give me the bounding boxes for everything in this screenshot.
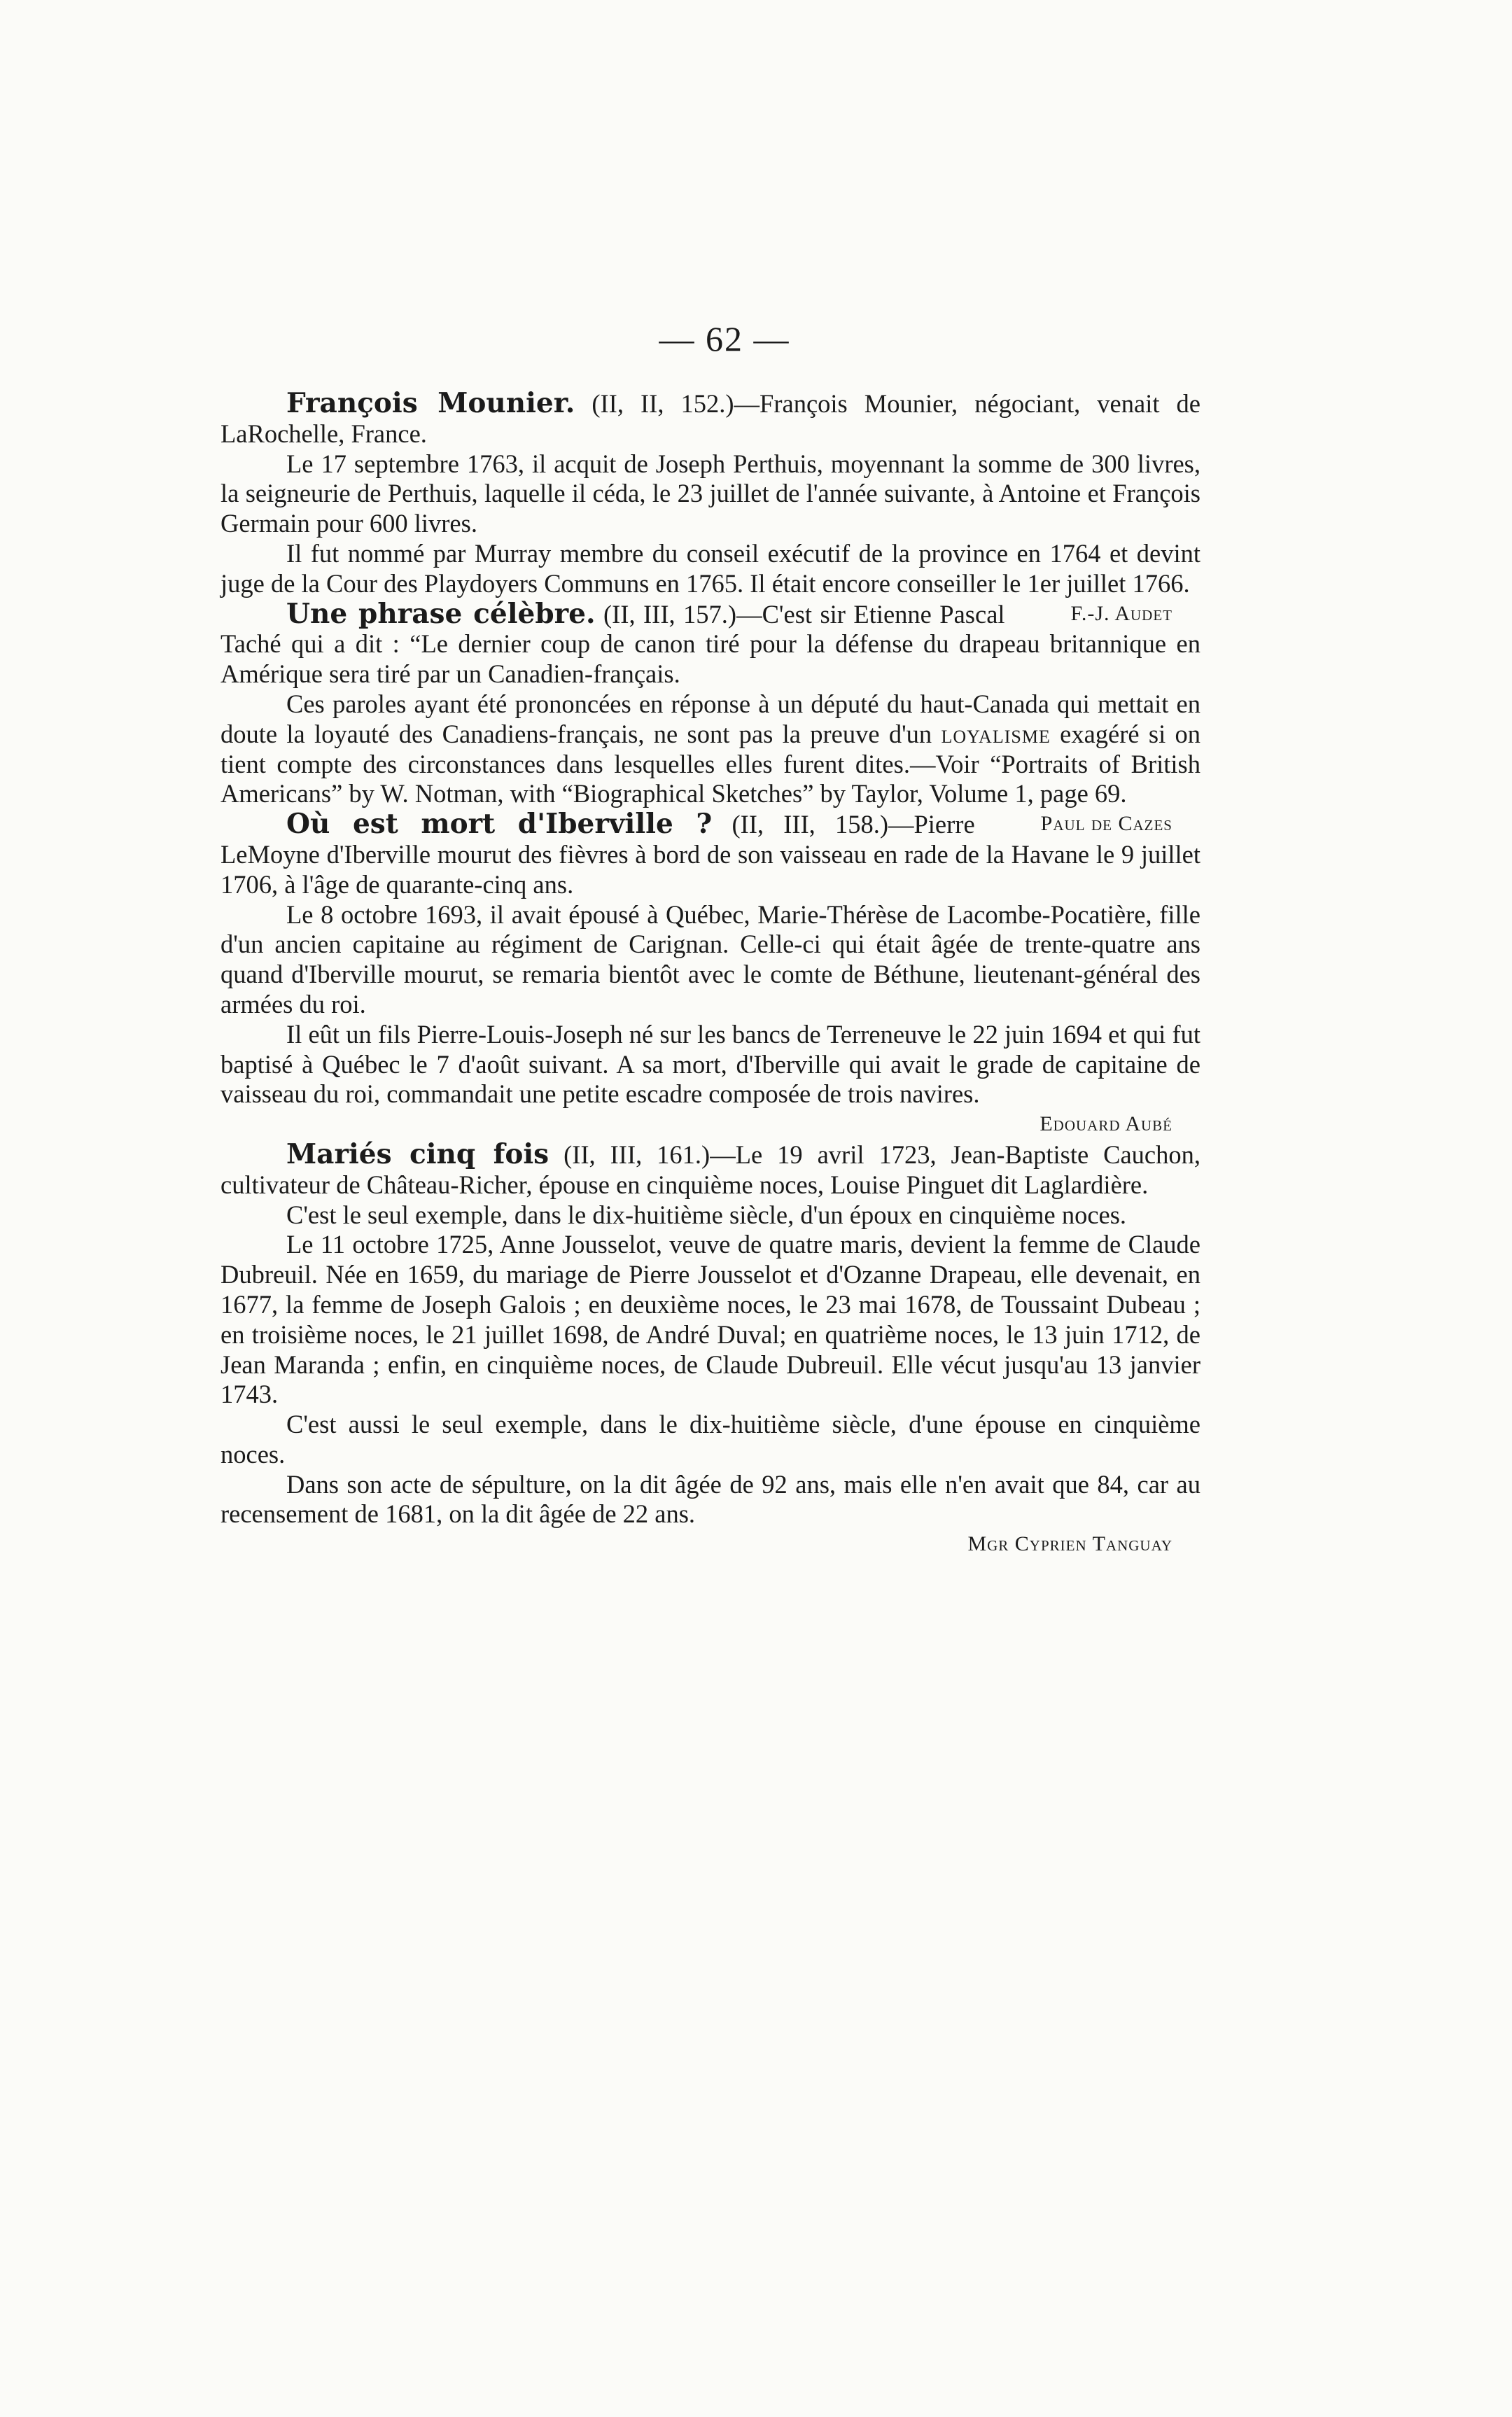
author-signature: Edouard Aubé — [1040, 1112, 1172, 1136]
paragraph: Dans son acte de sépulture, on la dit âgée de 92 ans, mais elle n'en avait que 84, car au recensement de 1681, on la dit âgée de 22 ans. — [220, 1469, 1200, 1529]
paragraph-text: (II, III, 161.)—Le 19 avril 1723, Jean-Baptiste Cauchon, cultivateur de Château-Richer, épouse en cinquième noces, Louise Pinguet dit Laglardière. — [220, 1140, 1200, 1199]
paragraph: C'est le seul exemple, dans le dix-huitième siècle, d'un époux en cinquième noces. — [286, 1200, 1127, 1229]
entry-heading: François Mounier. — [286, 387, 575, 419]
document-page — [220, 318, 1200, 1560]
paragraph: Le 17 septembre 1763, il acquit de Joseph Perthuis, moyennant la somme de 300 livres, la seigneurie de Perthuis, laquelle il céda, le 23 juillet de l'année suivante, à Antoine et François Germain pour 600 livres. — [220, 449, 1200, 538]
author-signature: Paul de Cazes — [1040, 812, 1172, 836]
paragraph-text: Ces paroles ayant été prononcées en réponse à un député du haut-Canada qui mettait en doute la loyauté des Canadiens-français, ne sont pas la preuve d'un — [220, 689, 1200, 748]
paragraph-text: exagéré si on tient compte des circonstances dans lesquelles elles furent dites.—Voir “Portraits of British Americans” by W. Notman, with “Biographical Sketches” by Taylor, Volume 1, page 69. — [220, 719, 1201, 808]
smallcaps-word: loyalisme — [941, 719, 1051, 748]
paragraph: C'est aussi le seul exemple, dans le dix-huitième siècle, d'une épouse en cinquième noces. — [220, 1410, 1200, 1469]
paragraph-text: Il fut nommé par Murray membre du conseil exécutif de la province en 1764 et devint juge de la Cour des Playdoyers Communs en 1765. Il était encore conseiller le 1er juillet 1766. — [220, 538, 1200, 598]
paragraph-text: (II, II, 152.)—François Mounier, négociant, venait de LaRochelle, France. — [220, 389, 1200, 448]
page-number: — 62 — — [659, 319, 790, 358]
entry-heading: Une phrase célèbre. — [286, 597, 596, 630]
entry-heading: Où est mort d'Iberville ? — [286, 808, 713, 841]
entry-maries-cinq-fois — [220, 1137, 1200, 1560]
entry-heading: Mariés cinq fois — [286, 1137, 550, 1170]
author-signature: Mgr Cyprien Tanguay — [967, 1532, 1172, 1556]
author-signature: F.-J. Audet — [1070, 601, 1172, 625]
paragraph-text: (II, III, 157.)—C'est sir Etienne Pascal Taché qui a dit : “Le dernier coup de canon tiré pour la défense du drapeau britannique en Amérique sera tiré par un Canadien-français. — [220, 599, 1200, 689]
paragraph: Le 11 octobre 1725, Anne Jousselot, veuve de quatre maris, devient la femme de Claude Dubreuil. Née en 1659, du mariage de Pierre Jousselot et d'Ozanne Drapeau, elle devenait, en 1677, la femme de Joseph Galois ; en deuxième noces, le 23 mai 1678, de Toussaint Dubeau ; en troisième noces, le 21 juillet 1698, de André Duval; en quatrième noces, le 13 juin 1712, de Jean Maranda ; enfin, en cinquième noces, de Claude Dubreuil. Elle vécut jusqu'au 13 janvier 1743. — [220, 1230, 1200, 1409]
paragraph — [220, 1137, 1200, 1200]
paragraph: Le 8 octobre 1693, il avait épousé à Québec, Marie-Thérèse de Lacombe-Pocatière, fille d'un ancien capitaine au régiment de Carignan. Celle-ci qui était âgée de trente-quatre ans quand d'Iberville mourut, se remaria bientôt avec le comte de Béthune, lieutenant-général des armées du roi. — [220, 899, 1200, 1018]
paragraph-text: (II, III, 158.)—Pierre LeMoyne d'Iberville mourut des fièvres à bord de son vaisseau en rade de la Havane le 9 juillet 1706, à l'âge de quarante-cinq ans. — [220, 810, 1200, 899]
paragraph — [220, 388, 1200, 449]
entry-ou-est-mort-diberville — [220, 809, 1200, 1140]
paragraph: Il eût un fils Pierre-Louis-Joseph né sur les bancs de Terreneuve le 22 juin 1694 et qui fut baptisé à Québec le 7 d'août suivant. A sa mort, d'Iberville qui avait le grade de capitaine de vaisseau du roi, commandait une petite escadre composée de trois navires. — [220, 1019, 1200, 1109]
